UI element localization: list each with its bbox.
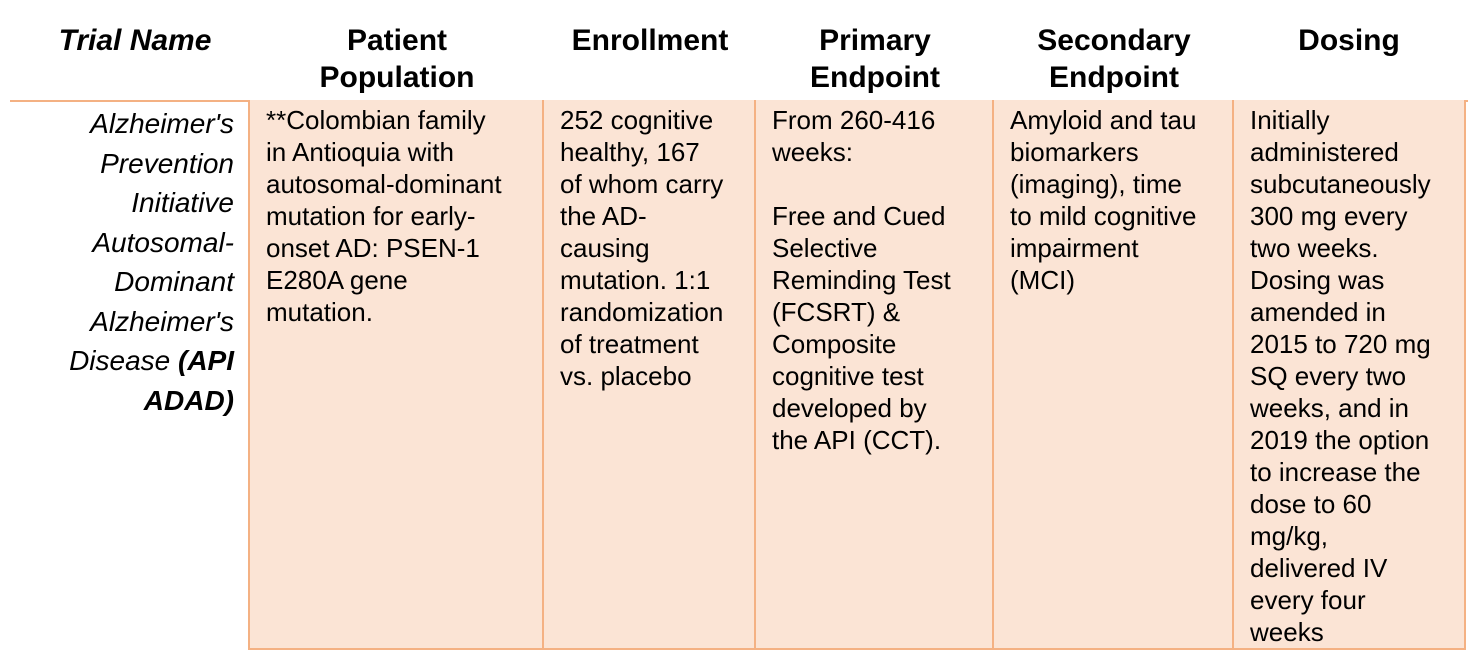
primary-endpoint-cell: From 260-416 weeks: Free and Cued Selective Reminding Test (FCSRT) & Composite cognitive test developed by the API (CCT). — [756, 100, 994, 648]
patient-population-cell: **Colombian family in Antioquia with autosomal-dominant mutation for early- onset AD: PSEN-1 E280A gene mutation. — [250, 100, 544, 648]
dosing-cell: Initially administered subcutaneously 300 mg every two weeks. Dosing was amended in 2015 to 720 mg SQ every two weeks, and in 2019 the option to increase the dose to 60 mg/kg, delivered IV every four weeks — [1250, 105, 1431, 647]
trial-name-text: Alzheimer's Prevention Initiative Autosomal- Dominant Alzheimer's Disease — [69, 108, 234, 376]
secondary-endpoint-cell: Amyloid and tau biomarkers (imaging), time to mild cognitive impairment (MCI) — [994, 100, 1234, 648]
header-trial-name: Trial Name — [58, 24, 212, 57]
header-patient-population: Patient Population — [319, 24, 475, 94]
table-row — [248, 100, 1466, 650]
header-primary-endpoint: Primary Endpoint — [810, 24, 940, 94]
header-enrollment: Enrollment — [571, 24, 729, 57]
header-secondary-endpoint: Secondary Endpoint — [1037, 24, 1191, 94]
header-dosing: Dosing — [1298, 24, 1400, 57]
trial-abbreviation: (API ADAD) — [143, 345, 234, 416]
trial-name-cell — [10, 104, 234, 420]
enrollment-cell: 252 cognitive healthy, 167 of whom carry the AD- causing mutation. 1:1 randomization of treatment vs. placebo — [544, 100, 756, 648]
